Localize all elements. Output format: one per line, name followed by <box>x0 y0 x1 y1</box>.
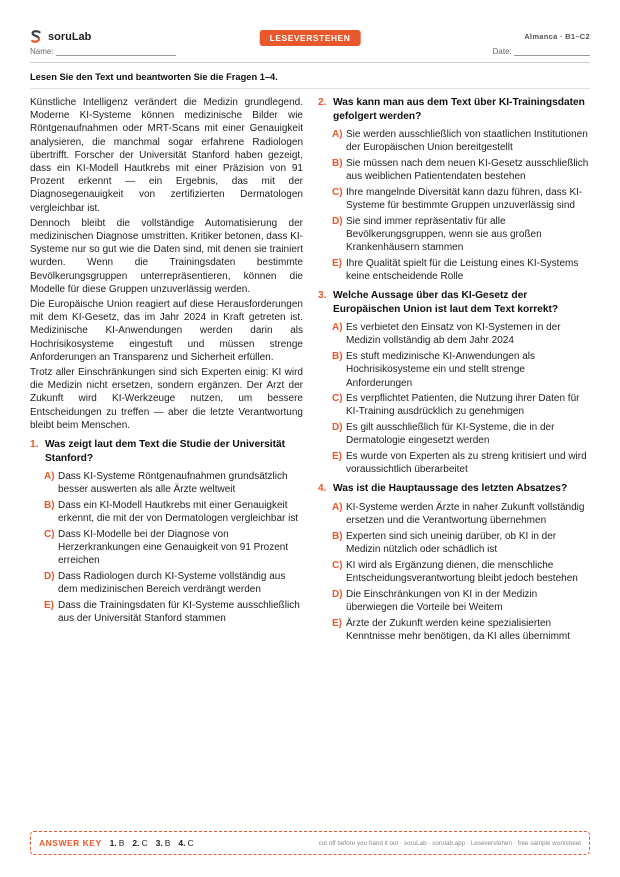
option-text: Dass KI-Systeme Röntgenaufnahmen grundsätzlich besser auswerten als alle Ärzte weltweit <box>58 471 288 496</box>
option-text: Dass ein KI-Modell Hautkrebs mit einer Genauigkeit erkennt, die mit der von Dermatologen vergleichbar ist <box>58 499 299 525</box>
option-c[interactable] <box>332 186 590 212</box>
answer-number: 3. <box>155 838 163 848</box>
reading-passage <box>30 96 303 432</box>
answer-key <box>30 831 590 855</box>
passage-paragraph: Künstliche Intelligenz verändert die Medizin grundlegend. Moderne KI-Systeme können medizinische Bilder wie Röntgenaufnahmen oder MRT-Scans mit einer Genauigkeit analysieren, die manchmal sogar erfahrene Radiologen übertrifft. Forscher der Universität Stanford haben gezeigt, dass ein KI-Modell Hautkrebs mit einer Präzision von 91 Prozent erkennt — ein Ergebnis, das mit der Diagnosegenauigkeit von zertifizierten Dermatologen vergleichbar ist. <box>30 97 303 214</box>
option-letter: E) <box>332 257 342 269</box>
question-number: 2. <box>318 97 327 108</box>
answer-number: 2. <box>132 838 140 848</box>
question-4 <box>318 482 590 643</box>
option-b[interactable] <box>44 499 303 525</box>
answer-number: 1. <box>109 838 117 848</box>
option-letter: D) <box>332 422 343 434</box>
question-text: Was zeigt laut dem Text die Studie der Universität Stanford? <box>45 439 286 464</box>
question-number: 4. <box>318 483 327 495</box>
date-label: Date: <box>492 47 512 56</box>
passage-paragraph: Dennoch bleibt die vollständige Automatisierung der medizinischen Diagnose umstritten. Kritiker betonen, dass KI-Systeme nur so gut wie die Daten sind, mit denen sie trainiert wurden. Wenn die Trainingsdaten bestimmte Bevölkerungsgruppen unterrepräsentieren, können die Modelle für diese Gruppen unzuverlässig werden. <box>30 217 303 295</box>
answer-key-footer: cut off before you hand it out · soruLab · sorulab.app · Leseverstehen · free sample worksheet <box>318 839 581 847</box>
sorulab-logo-icon <box>30 30 42 44</box>
passage-paragraph: Trotz aller Einschränkungen sind sich Experten einig: KI wird die Medizin nicht ersetzen, sondern ergänzen. Der Arzt der Zukunft wird KI-Werkzeuge nutzen, um bessere Entscheidungen zu treffen — aber die letzte Verantwortung bleibt beim Menschen. <box>30 367 303 431</box>
date-line <box>514 47 590 56</box>
answer-letter: C <box>187 838 194 848</box>
option-text: KI wird als Ergänzung dienen, die menschliche Entscheidungsverantwortung bleibt jedoch bestehen <box>346 559 578 584</box>
section-badge: LESEVERSTEHEN <box>260 30 361 46</box>
option-b[interactable] <box>332 350 590 390</box>
option-text: Sie werden ausschließlich von staatlichen Institutionen der Europäischen Union bereitgestellt <box>346 129 588 154</box>
question-text: Welche Aussage über das KI-Gesetz der Europäischen Union ist laut dem Text korrekt? <box>333 290 559 315</box>
header-divider <box>30 62 590 63</box>
option-text: Dass die Trainingsdaten für KI-Systeme ausschließlich aus der Universität Stanford stammen <box>58 599 300 625</box>
option-text: Es stuft medizinische KI-Anwendungen als Hochrisikosysteme ein und stellt strenge Anforderungen <box>346 351 535 389</box>
brand <box>30 30 91 44</box>
option-a[interactable] <box>332 501 590 527</box>
option-text: KI-Systeme werden Ärzte in naher Zukunft vollständig ersetzen und die Verantwortung übernehmen <box>346 501 585 527</box>
option-text: Es verbietet den Einsatz von KI-Systemen in der Medizin vollständig ab dem Jahr 2024 <box>346 322 561 347</box>
option-letter: B) <box>332 530 343 542</box>
date-field[interactable] <box>493 47 590 56</box>
option-letter: A) <box>44 471 55 483</box>
question-number: 1. <box>30 439 39 451</box>
option-b[interactable] <box>332 157 590 183</box>
answer-letter: B <box>118 838 125 848</box>
option-letter: A) <box>332 501 343 513</box>
option-e[interactable] <box>332 257 590 283</box>
option-d[interactable] <box>332 588 590 614</box>
option-d[interactable] <box>332 421 590 447</box>
option-letter: B) <box>332 351 343 363</box>
brand-name: soruLab <box>48 31 92 43</box>
option-text: Sie sind immer repräsentativ für alle Bevölkerungsgruppen, wenn sie aus großen Krankenhäusern stammen <box>346 215 542 254</box>
instructions-divider <box>30 88 590 89</box>
option-text: Ärzte der Zukunft werden keine spezialisierten Kenntnisse mehr benötigen, da KI alles übernimmt <box>346 617 571 642</box>
answer-key-item <box>132 838 147 848</box>
option-letter: C) <box>332 393 343 405</box>
option-text: Dass Radiologen durch KI-Systeme vollständig aus dem medizinischen Bereich verdrängt werden <box>58 571 286 596</box>
option-a[interactable] <box>332 321 590 347</box>
option-letter: D) <box>332 215 343 227</box>
option-letter: B) <box>44 499 55 511</box>
answer-key-label: ANSWER KEY <box>39 838 102 848</box>
option-b[interactable] <box>332 530 590 556</box>
question-3 <box>318 289 590 476</box>
option-text: Es verpflichtet Patienten, die Nutzung ihrer Daten für KI-Training ausdrücklich zu genehmigen <box>346 393 580 418</box>
option-e[interactable] <box>332 450 590 476</box>
answer-key-item <box>110 838 125 848</box>
option-letter: C) <box>332 186 343 198</box>
option-text: Es wurde von Experten als zu streng kritisiert und wird voraussichtlich überarbeitet <box>346 451 587 476</box>
option-letter: E) <box>332 451 342 463</box>
question-number: 3. <box>318 290 327 302</box>
instructions: Lesen Sie den Text und beantworten Sie die Fragen 1–4. <box>30 72 278 82</box>
question-1 <box>30 438 303 625</box>
answer-letter: B <box>164 838 171 848</box>
option-e[interactable] <box>332 617 590 643</box>
option-c[interactable] <box>44 528 303 568</box>
option-text: Sie müssen nach dem neuen KI-Gesetz ausschließlich aus weiblichen Patientendaten bestehen <box>346 157 589 183</box>
question-2 <box>318 96 590 283</box>
option-c[interactable] <box>332 559 590 585</box>
worksheet-header <box>30 28 590 62</box>
option-text: Ihre mangelnde Diversität kann dazu führen, dass KI-Systeme für bestimmte Gruppen unzuverlässig sind <box>346 186 583 212</box>
answer-key-item <box>178 838 193 848</box>
option-letter: E) <box>44 599 54 611</box>
question-text: Was kann man aus dem Text über KI-Trainingsdaten gefolgert werden? <box>333 97 585 122</box>
option-letter: B) <box>332 157 343 169</box>
name-label: Name: <box>30 47 54 56</box>
name-field[interactable] <box>30 47 176 56</box>
option-text: Es gilt ausschließlich für KI-Systeme, die in der Dermatologie eingesetzt werden <box>346 422 555 447</box>
option-text: Experten sind sich uneinig darüber, ob KI in der Medizin nützlich oder schädlich ist <box>346 530 557 556</box>
option-letter: C) <box>332 559 343 571</box>
option-a[interactable] <box>44 470 303 496</box>
answer-letter: C <box>141 838 148 848</box>
answer-number: 4. <box>178 838 186 848</box>
option-letter: A) <box>332 129 343 140</box>
passage-paragraph: Die Europäische Union reagiert auf diese Herausforderungen mit dem KI-Gesetz, das im Jahr 2024 in Kraft getreten ist. Medizinische KI-Anwendungen werden darin als Hochrisikosysteme eingestuft und müssen strenge Anforderungen an Transparenz und Sicherheit erfüllen. <box>30 299 303 363</box>
option-letter: E) <box>332 617 342 629</box>
option-text: Dass KI-Modelle bei der Diagnose von Herzerkrankungen eine Genauigkeit von 91 Prozent erreichen <box>58 528 289 567</box>
option-text: Ihre Qualität spielt für die Leistung eines KI-Systems keine entscheidende Rolle <box>346 257 579 283</box>
option-letter: C) <box>44 528 55 540</box>
answer-key-item <box>156 838 171 848</box>
right-column <box>318 96 590 646</box>
left-column <box>30 96 303 628</box>
level-meta: Almanca · B1–C2 <box>524 32 590 41</box>
name-line <box>56 47 176 56</box>
question-text: Was ist die Hauptaussage des letzten Absatzes? <box>333 483 568 495</box>
option-a[interactable] <box>332 128 590 154</box>
option-letter: D) <box>44 571 55 582</box>
option-letter: A) <box>332 322 343 334</box>
option-text: Die Einschränkungen von KI in der Medizin überwiegen die Vorteile bei Weitem <box>346 588 538 613</box>
option-e[interactable] <box>44 599 303 625</box>
option-d[interactable] <box>332 215 590 255</box>
option-letter: D) <box>332 588 343 600</box>
option-d[interactable] <box>44 570 303 596</box>
option-c[interactable] <box>332 392 590 418</box>
